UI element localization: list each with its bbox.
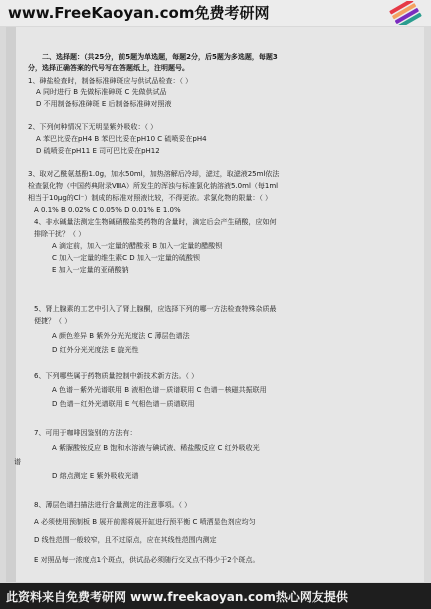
question-options: A 紫脲酸铵反应 B 饱和水溶液与碘试液、稀盐酸反应 C 红外吸收光 [52, 444, 260, 452]
question-options: D 不用制备标准砷斑 E 后制备标准砷对照液 [36, 100, 172, 108]
question-options: D 红外分光光度法 E 旋光性 [52, 346, 139, 354]
section-intro: 二、选择题：（共25分，前5题为单选题，每题2分，后5题为多选题，每题3 [42, 53, 278, 61]
question-options: E 加入一定量的亚硝酸钠 [52, 266, 129, 274]
question-stem: 排除干扰？（ ） [34, 230, 86, 238]
exam-page [6, 27, 424, 582]
page-binding-edge [6, 27, 16, 582]
question-options: A 色谱－紫外光谱联用 B 液相色谱－质谱联用 C 色谱－核磁共振联用 [52, 386, 267, 394]
question-options: D 硫喷妥在pH11 E 司可巴比妥在pH12 [36, 147, 160, 155]
question-stem: 1、砷盐检查时，制备标准砷斑应与供试品检查：（ ） [28, 77, 193, 85]
question-options: C 加入一定量的维生素C D 加入一定量的硫酸钡 [52, 254, 200, 262]
question-stem: 3、取对乙酰氨基酚1.0g，加水50ml，加热溶解后冷却，滤过，取滤液25ml依法 [28, 170, 280, 178]
question-options: A 颜色差异 B 紫外分光光度法 C 薄层色谱法 [52, 332, 190, 340]
question-options: A 苯巴比妥在pH4 B 苯巴比妥在pH10 C 硫喷妥在pH4 [36, 135, 207, 143]
question-options: D 熔点测定 E 紫外吸收光谱 [52, 472, 139, 480]
question-options: A 0.1% B 0.02% C 0.05% D 0.01% E 1.0% [34, 206, 181, 214]
question-stem: 检查氯化物（中国药典附录ⅧA）所发生的浑浊与标准氯化钠溶液5.0ml（每1ml [28, 182, 279, 190]
question-options: D 色谱－红外光谱联用 E 气相色谱－质谱联用 [52, 400, 195, 408]
question-stem: 2、下列何种情况下无明显紫外吸收：（ ） [28, 123, 158, 131]
site-title[interactable]: www.FreeKaoyan.com免费考研网 [8, 4, 270, 22]
section-intro: 分，选择正确答案的代号写在答题纸上，注明题号。 [28, 64, 189, 72]
question-options: 谱 [14, 458, 21, 466]
question-stem: 便捷？（ ） [34, 317, 72, 325]
question-options: E 对照品每一浓度点1个斑点，供试品必须随行交叉点不得少于2个斑点。 [34, 556, 260, 564]
footer-text[interactable]: 此资料来自免费考研网 www.freekaoyan.com热心网友提供 [6, 590, 348, 604]
question-stem: 6、下列哪些属于药物质量控制中新技术新方法。（ ） [34, 372, 199, 380]
site-logo-icon [382, 1, 426, 25]
question-stem: 相当于10μg的Cl⁻）制成的标准对照液比较，不得更浓。求氯化物的限量：（ ） [28, 194, 273, 202]
question-stem: 8、薄层色谱扫描法进行含量测定的注意事项。（ ） [34, 501, 192, 509]
question-options: A 必须使用预制板 B 展开前需将展开缸进行预平衡 C 喷洒显色剂应均匀 [34, 518, 256, 526]
question-options: D 线性范围一般较窄，且不过原点，应在其线性范围内测定 [34, 536, 217, 544]
question-stem: 5、肾上腺素的工艺中引入了肾上腺酮，应选择下列的哪一方法检查特殊杂质最 [34, 305, 277, 313]
question-options: A 滴定前，加入一定量的醋酸汞 B 加入一定量的醋酸钡 [52, 242, 223, 250]
question-stem: 7、可用于咖啡因鉴别的方法有： [34, 429, 137, 437]
site-header [0, 0, 431, 26]
footer-banner [0, 583, 431, 609]
question-stem: 4、非水碱量法测定生物碱硝酸盐类药物的含量时，滴定后会产生硝酸，应如何 [34, 218, 277, 226]
question-options: A 同时进行 B 先做标准砷斑 C 先做供试品 [36, 88, 167, 96]
